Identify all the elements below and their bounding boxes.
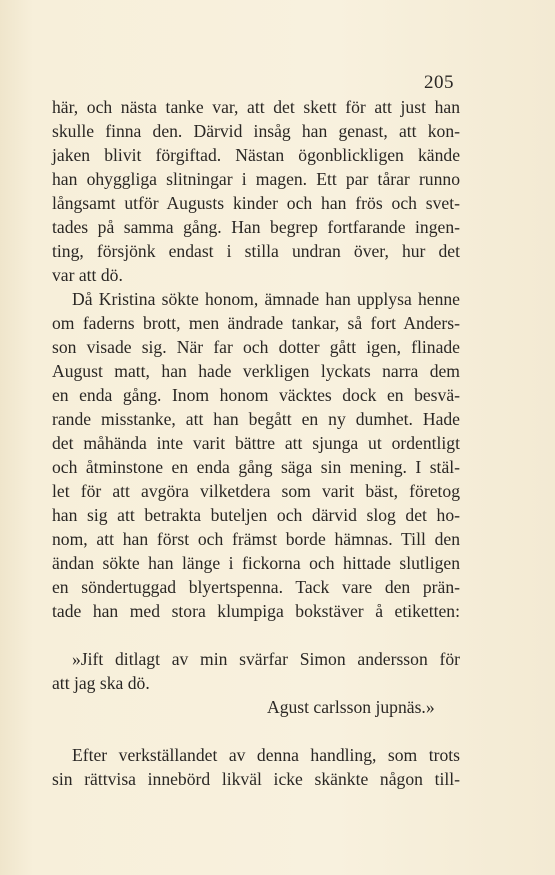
text-line: jaken blivit förgiftad. Nästan ögonblickligen kände (52, 145, 460, 165)
text-line: sin rättvisa innebörd likväl icke skänkte någon till- (52, 769, 460, 789)
text-line: ändan sökte han länge i fickorna och hittade slutligen (52, 553, 460, 573)
text-line: rande misstanke, att han begått en ny dumhet. Hade (52, 409, 460, 429)
text-line: om faderns brott, men ändrade tankar, så fort Anders- (52, 313, 460, 333)
text-line: ting, försjönk endast i stilla undran över, hur det (52, 241, 460, 261)
text-line: skulle finna den. Därvid insåg han genast, att kon- (52, 121, 460, 141)
text-line: en söndertuggad blyertspenna. Tack vare den prän- (52, 577, 460, 597)
quoted-note-line: »Jift ditlagt av min svärfar Simon andersson för (72, 649, 460, 669)
text-line: det måhända inte varit bättre att sjunga ut ordentligt (52, 433, 460, 453)
paragraph-first-line: Efter verkställandet av denna handling, som trots (72, 745, 460, 765)
quoted-note-signature: Agust carlsson jupnäs.» (267, 697, 435, 717)
text-line: här, och nästa tanke var, att det skett för att just han (52, 97, 460, 117)
text-line: han sig att betrakta buteljen och därvid slog det ho- (52, 505, 460, 525)
quoted-note-line: att jag ska dö. (52, 673, 150, 693)
page-number: 205 (424, 72, 454, 93)
text-line: tades på samma gång. Han begrep fortfarande ingen- (52, 217, 460, 237)
text-line: August matt, han hade verkligen lyckats narra dem (52, 361, 460, 381)
text-line: var att dö. (52, 265, 123, 285)
text-line: tade han med stora klumpiga bokstäver å etiketten: (52, 601, 460, 621)
text-line: och åtminstone en enda gång säga sin mening. I stäl- (52, 457, 460, 477)
text-line: långsamt utför Augusts kinder och han frös och svet- (52, 193, 460, 213)
text-line: son visade sig. När far och dotter gått igen, flinade (52, 337, 460, 357)
text-line: han ohyggliga slitningar i magen. Ett par tårar runno (52, 169, 460, 189)
text-line: en enda gång. Inom honom väcktes dock en besvä- (52, 385, 460, 405)
text-line: let för att avgöra vilketdera som varit bäst, företog (52, 481, 460, 501)
text-line: nom, att han först och främst borde hämnas. Till den (52, 529, 460, 549)
paragraph-first-line: Då Kristina sökte honom, ämnade han upplysa henne (72, 289, 460, 309)
